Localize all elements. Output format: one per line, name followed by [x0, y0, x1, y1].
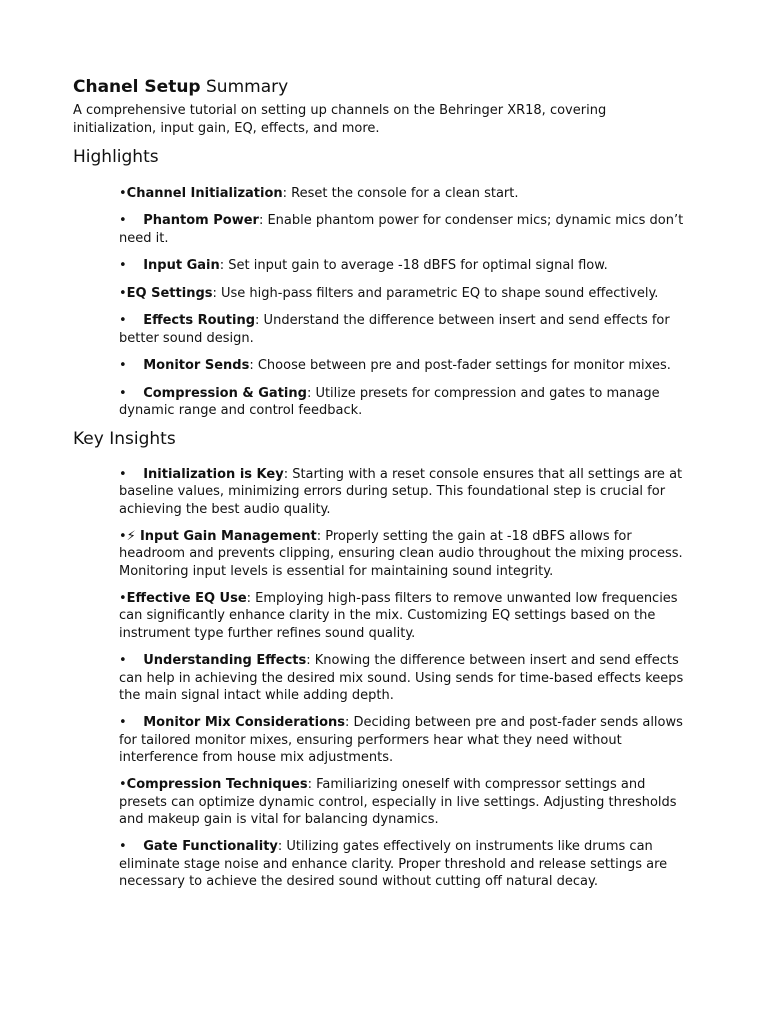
insight-text: : Properly setting the gain at -18 dBFS allows for headroom and prevents clipping, ensuring clean audio throughout the mixing process. Monitoring input levels is essential for maintaining sound integrity.: [119, 529, 683, 579]
highlight-text: : Use high-pass filters and parametric EQ to shape sound effectively.: [212, 285, 659, 301]
insight-item: [119, 590, 697, 642]
bullet: •: [119, 358, 144, 374]
highlight-text: : Understand the difference between insert and send effects for better sound design.: [119, 313, 670, 346]
insight-text: : Deciding between pre and post-fader sends allows for tailored monitor mixes, ensuring performers hear what they need without interference from house mix adjustments.: [119, 715, 683, 765]
highlight-term: Channel Initialization: [126, 186, 283, 201]
highlight-term: Phantom Power: [143, 213, 259, 229]
insight-item: [119, 652, 697, 704]
highlights-list: [119, 185, 697, 429]
highlights-heading: Highlights: [73, 147, 159, 167]
bullet: •: [119, 285, 127, 301]
insight-term: Gate Functionality: [143, 839, 278, 855]
bullet: •: [119, 467, 144, 482]
highlight-term: EQ Settings: [126, 285, 213, 301]
key-insights-heading: Key Insights: [73, 429, 176, 449]
insight-term: Initialization is Key: [143, 467, 284, 482]
page-title: [73, 76, 288, 98]
bullet: •: [119, 591, 127, 607]
insight-term: Effective EQ Use: [126, 591, 247, 607]
insight-text: : Starting with a reset console ensures that all settings are at baseline values, minimizing errors during setup. This foundational step is crucial for achieving the best audio quality.: [119, 467, 683, 517]
insight-text: : Utilizing gates effectively on instruments like drums can eliminate stage noise and enhance clarity. Proper threshold and release settings are necessary to achieve the desired sound without cutting off natural decay.: [119, 839, 668, 890]
insight-term: Compression Techniques: [126, 777, 308, 793]
bullet: •⚡: [119, 529, 140, 545]
highlight-text: : Enable phantom power for condenser mics; dynamic mics don’t need it.: [119, 213, 684, 246]
bullet: •: [119, 715, 144, 731]
highlight-text: : Choose between pre and post-fader settings for monitor mixes.: [249, 358, 671, 374]
bullet: •: [119, 313, 144, 329]
insight-term: Monitor Mix Considerations: [143, 715, 345, 731]
title-rest: Summary: [206, 77, 289, 97]
highlight-text: : Reset the console for a clean start.: [282, 186, 519, 201]
highlight-item: [119, 185, 697, 202]
bullet: •: [119, 213, 144, 229]
highlight-item: [119, 385, 697, 420]
highlight-item: [119, 257, 697, 274]
bullet: •: [119, 258, 144, 274]
title-bold: Chanel Setup: [73, 77, 201, 97]
bullet: •: [119, 186, 127, 201]
insight-term: Understanding Effects: [143, 653, 307, 669]
highlight-term: Effects Routing: [143, 313, 256, 329]
insight-term: Input Gain Management: [139, 529, 317, 545]
insight-item: [119, 776, 697, 828]
highlight-term: Input Gain: [143, 258, 220, 274]
highlight-item: [119, 357, 697, 374]
highlight-term: Compression & Gating: [143, 385, 307, 401]
bullet: •: [119, 653, 144, 669]
insight-item: [119, 466, 697, 518]
insight-text: : Familiarizing oneself with compressor settings and presets can optimize dynamic control, especially in live settings. Adjusting thresholds and makeup gain is vital for balancing dynamics.: [119, 777, 677, 827]
highlight-text: : Set input gain to average -18 dBFS for optimal signal flow.: [219, 258, 608, 274]
bullet: •: [119, 385, 144, 401]
insight-item: [119, 528, 697, 580]
insight-item: [119, 714, 697, 766]
insight-text: : Knowing the difference between insert and send effects can help in achieving the desired mix sound. Using sends for time-based effects keeps the main signal intact while adding depth.: [119, 653, 684, 703]
bullet: •: [119, 839, 144, 855]
highlight-item: [119, 285, 697, 302]
highlight-item: [119, 312, 697, 347]
highlight-item: [119, 212, 697, 247]
intro-paragraph: A comprehensive tutorial on setting up channels on the Behringer XR18, covering initialization, input gain, EQ, effects, and more.: [73, 103, 607, 136]
highlight-text: : Utilize presets for compression and gates to manage dynamic range and control feedback.: [119, 385, 660, 418]
insight-text: : Employing high-pass filters to remove unwanted low frequencies can significantly enhance clarity in the mix. Customizing EQ settings based on the instrument type further refines sound quality.: [119, 591, 678, 641]
highlight-term: Monitor Sends: [143, 358, 250, 374]
bullet: •: [119, 777, 127, 793]
insights-list: [119, 466, 697, 901]
insight-item: [119, 838, 697, 890]
